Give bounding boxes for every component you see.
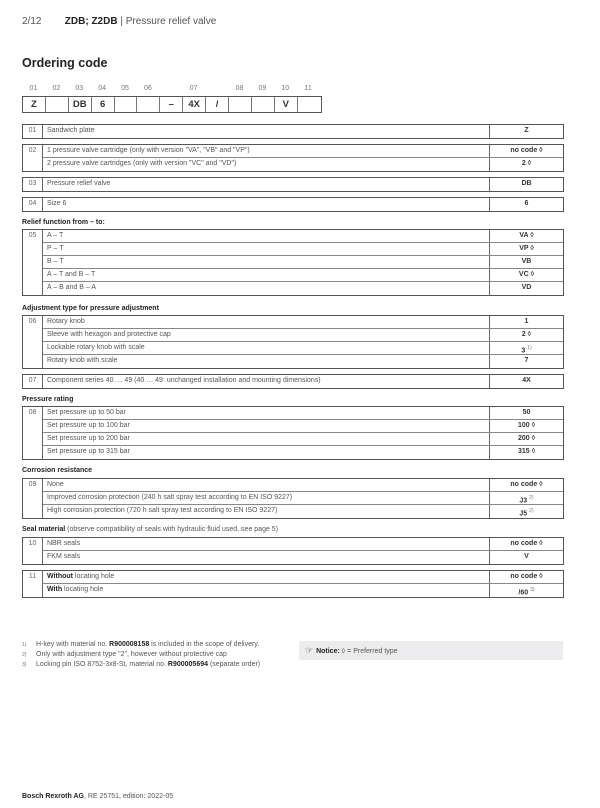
code-box: 6 xyxy=(92,97,115,112)
table-08-pressure-rating xyxy=(22,406,564,460)
option-code xyxy=(490,342,563,354)
desc-emphasis: With xyxy=(47,586,63,593)
option-description: A – B and B – A xyxy=(43,282,490,295)
code-value: J5 xyxy=(519,510,528,518)
option-description: High corrosion protection (720 h salt spray test according to EN ISO 9227) xyxy=(43,505,490,518)
code-boxes xyxy=(22,96,322,113)
code-label xyxy=(159,85,182,96)
footnote-text-post: (separate order) xyxy=(208,661,261,668)
option-code xyxy=(490,479,563,491)
code-value: 3 xyxy=(521,347,526,355)
code-box xyxy=(252,97,275,112)
option-description xyxy=(43,584,490,597)
option-code xyxy=(490,329,563,341)
option-code: 100 ◊ xyxy=(517,422,536,429)
notice-box xyxy=(299,641,563,660)
table-row xyxy=(43,407,563,420)
desc-text: locating hole xyxy=(72,573,115,580)
code-box: Z xyxy=(23,97,46,112)
footnote xyxy=(22,650,292,660)
section-title: Ordering code xyxy=(22,56,108,70)
footnote-text-post: is included in the scope of delivery. xyxy=(149,641,260,648)
option-code: DB xyxy=(521,180,532,187)
footnote-ref: 1) xyxy=(527,345,532,351)
code-box xyxy=(115,97,138,112)
code-box: – xyxy=(160,97,183,112)
table-11-locating-hole xyxy=(22,570,564,598)
option-description: Rotary knob with scale xyxy=(43,355,490,368)
option-description: 1 pressure valve cartridge (only with version "VA", "VB" and "VP") xyxy=(43,145,490,157)
code-value: 2 ◊ xyxy=(521,331,532,338)
option-description: A – T xyxy=(43,230,490,242)
option-code: no code ◊ xyxy=(510,540,543,547)
code-label: 06 xyxy=(144,85,152,92)
footnote-text xyxy=(36,650,227,660)
table-row xyxy=(43,125,563,138)
option-description: Sleeve with hexagon and protective cap xyxy=(43,329,490,341)
table-row xyxy=(43,316,563,329)
code-label: 09 xyxy=(258,85,267,92)
position-number: 07 xyxy=(23,375,43,388)
material-number: R900005694 xyxy=(167,661,208,668)
option-code: 4X xyxy=(522,377,531,384)
position-number: 03 xyxy=(23,178,43,191)
option-description xyxy=(43,571,490,583)
table-row xyxy=(43,375,563,388)
seal-material-note: (observe compatibility of seals with hydraulic fluid used, see page 5) xyxy=(65,526,279,533)
footnote-text xyxy=(36,660,260,670)
option-description: Component series 40 … 49 (40 … 49: unchanged installation and mounting dimensions) xyxy=(43,375,490,388)
table-06-adjustment-type xyxy=(22,315,564,369)
option-description: NBR seals xyxy=(43,538,490,550)
option-code: 315 ◊ xyxy=(517,448,536,455)
option-description: Set pressure up to 50 bar xyxy=(43,407,490,419)
position-number: 10 xyxy=(23,538,43,564)
table-row xyxy=(43,420,563,433)
product-code: ZDB; Z2DB xyxy=(64,16,118,27)
code-box: DB xyxy=(69,97,92,112)
option-description: Sandwich plate xyxy=(43,125,490,138)
position-number: 08 xyxy=(23,407,43,459)
option-code: VC ◊ xyxy=(518,271,535,278)
option-description: Set pressure up to 100 bar xyxy=(43,420,490,432)
footnote-text-pre: H-key with material no. xyxy=(36,641,110,648)
table-row xyxy=(43,479,563,492)
code-label: 04 xyxy=(98,85,107,92)
code-value: 1 xyxy=(524,318,529,325)
group-label-adjustment-type: Adjustment type for pressure adjustment xyxy=(22,305,159,312)
table-row xyxy=(43,145,563,158)
position-number: 04 xyxy=(23,198,43,211)
code-box xyxy=(229,97,252,112)
option-code: 200 ◊ xyxy=(517,435,536,442)
header-separator: | xyxy=(117,16,126,27)
table-row xyxy=(43,230,563,243)
footnote-mark: 1) xyxy=(22,642,27,648)
option-description: B – T xyxy=(43,256,490,268)
footnote-text xyxy=(36,640,259,650)
position-number: 09 xyxy=(23,479,43,518)
option-code: VD xyxy=(521,284,532,291)
footnote-mark: 2) xyxy=(22,652,27,658)
table-row xyxy=(43,538,563,551)
footnote-ref: 2) xyxy=(529,508,534,514)
position-number: 11 xyxy=(23,571,43,597)
option-description: Rotary knob xyxy=(43,316,490,328)
footnote-ref: 3) xyxy=(530,587,535,593)
table-row xyxy=(43,584,563,597)
option-description: Lockable rotary knob with scale xyxy=(43,342,490,354)
table-row xyxy=(43,329,563,342)
footnotes xyxy=(22,640,292,670)
table-row xyxy=(43,571,563,584)
code-label: 01 xyxy=(29,85,38,92)
table-row xyxy=(43,282,563,295)
code-value: no code ◊ xyxy=(510,481,543,488)
table-05-relief-function xyxy=(22,229,564,296)
document-info: , RE 25751, edition: 2022-05 xyxy=(83,793,174,800)
table-04-size xyxy=(22,197,564,212)
code-label: 05 xyxy=(121,85,129,92)
code-box xyxy=(46,97,69,112)
table-03-valve-type xyxy=(22,177,564,192)
code-label: 02 xyxy=(52,85,61,92)
table-row xyxy=(43,551,563,564)
footnote-text-pre: Only with adjustment type "2", however without protective cap xyxy=(36,651,227,658)
code-box xyxy=(137,97,160,112)
option-description: None xyxy=(43,479,490,491)
option-description: A – T and B – T xyxy=(43,269,490,281)
footnote-mark: 3) xyxy=(22,662,27,668)
group-label-seal-material xyxy=(22,526,278,533)
footnote xyxy=(22,660,292,670)
material-number: R900008158 xyxy=(109,641,150,648)
code-label: 07 xyxy=(189,85,198,92)
product-name: Pressure relief valve xyxy=(125,16,217,27)
option-description: P – T xyxy=(43,243,490,255)
option-code: 50 xyxy=(522,409,531,416)
option-code xyxy=(490,355,563,368)
option-description: 2 pressure valve cartridges (only with version "VC" and "VD") xyxy=(43,158,490,171)
table-10-seal-material xyxy=(22,537,564,565)
position-number: 06 xyxy=(23,316,43,368)
desc-text: locating hole xyxy=(62,586,104,593)
company-name: Bosch Rexroth AG xyxy=(22,793,84,800)
table-row xyxy=(43,256,563,269)
table-row xyxy=(43,158,563,171)
option-code: Z xyxy=(524,127,529,134)
option-code: VA ◊ xyxy=(519,232,534,239)
table-row xyxy=(43,342,563,355)
option-description: Set pressure up to 200 bar xyxy=(43,433,490,445)
table-row xyxy=(43,269,563,282)
code-box: V xyxy=(275,97,298,112)
table-row xyxy=(43,446,563,459)
code-label xyxy=(205,85,228,96)
table-row xyxy=(43,355,563,368)
option-description: Set pressure up to 315 bar xyxy=(43,446,490,459)
option-description: Size 6 xyxy=(43,198,490,211)
table-row xyxy=(43,492,563,505)
option-description: Pressure relief valve xyxy=(43,178,490,191)
desc-emphasis: Without xyxy=(47,573,73,580)
table-row xyxy=(43,178,563,191)
option-description: Improved corrosion protection (240 h salt spray test according to EN ISO 9227) xyxy=(43,492,490,504)
option-code: V xyxy=(524,553,529,560)
page-footer xyxy=(22,793,173,800)
code-position-labels xyxy=(22,85,322,96)
position-number: 01 xyxy=(23,125,43,138)
notice-text: ◊ = Preferred type xyxy=(339,648,398,655)
code-value: 7 xyxy=(524,357,529,364)
code-box: 4X xyxy=(183,97,206,112)
pointing-hand-icon: ☞ xyxy=(305,645,314,655)
option-code: 6 xyxy=(524,200,529,207)
table-row xyxy=(43,198,563,211)
code-box: / xyxy=(206,97,229,112)
table-09-corrosion-resistance xyxy=(22,478,564,519)
footnote-ref: 2) xyxy=(529,495,534,501)
option-code: VP ◊ xyxy=(519,245,534,252)
table-row xyxy=(43,433,563,446)
footnote xyxy=(22,640,292,650)
code-label: 11 xyxy=(304,85,312,92)
ordering-code-strip xyxy=(22,85,322,113)
table-row xyxy=(43,505,563,518)
code-label: 08 xyxy=(235,85,244,92)
table-row xyxy=(43,243,563,256)
notice-label: Notice: xyxy=(316,648,340,655)
option-description: FKM seals xyxy=(43,551,490,564)
option-code: 2 ◊ xyxy=(521,160,532,167)
page-header xyxy=(22,16,216,27)
option-code xyxy=(490,584,563,597)
table-01-sandwich-plate xyxy=(22,124,564,139)
page-number: 2/12 xyxy=(22,16,42,27)
code-label: 10 xyxy=(281,85,290,92)
code-label: 03 xyxy=(75,85,84,92)
code-value: J3 xyxy=(519,497,528,505)
group-label-pressure-rating: Pressure rating xyxy=(22,396,74,403)
group-label-corrosion-resistance: Corrosion resistance xyxy=(22,467,93,474)
option-code xyxy=(490,505,563,518)
code-value: no code ◊ xyxy=(510,573,543,580)
option-code: no code ◊ xyxy=(510,147,543,154)
seal-material-title: Seal material xyxy=(22,526,66,533)
code-box xyxy=(298,97,321,112)
group-label-relief-function: Relief function from – to: xyxy=(22,219,105,226)
option-code xyxy=(490,571,563,583)
code-value: /60 xyxy=(518,589,529,597)
footnote-text-pre: Locking pin ISO 8752-3x8-St, material no. xyxy=(36,661,168,668)
option-code xyxy=(490,316,563,328)
position-number: 05 xyxy=(23,230,43,295)
option-code xyxy=(490,492,563,504)
position-number: 02 xyxy=(23,145,43,171)
table-02-cartridges xyxy=(22,144,564,172)
table-07-component-series xyxy=(22,374,564,389)
option-code: VB xyxy=(521,258,532,265)
